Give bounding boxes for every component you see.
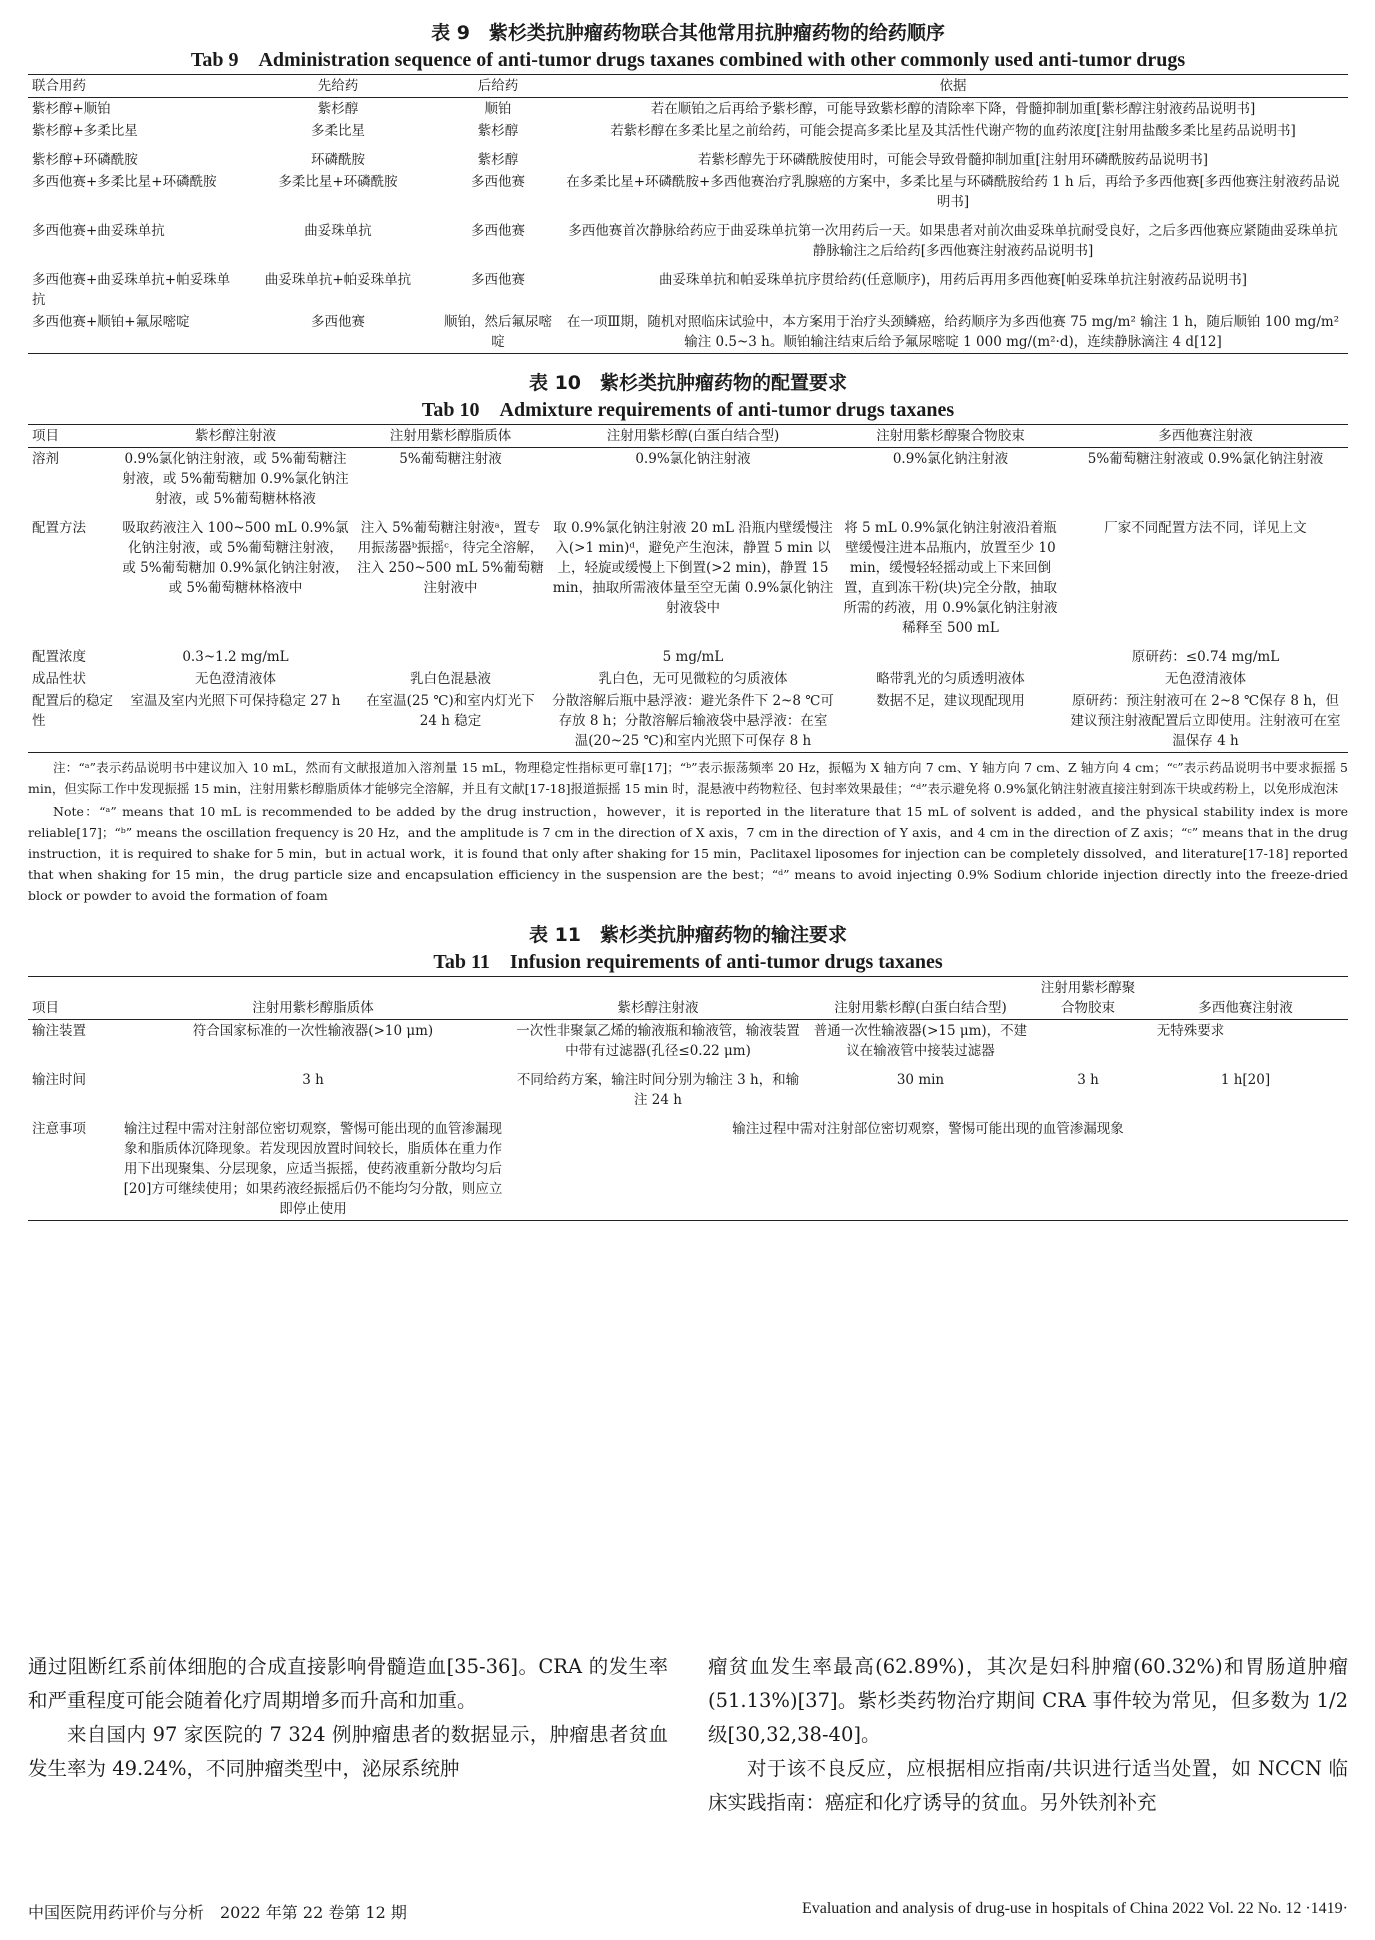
tab10-note-cn: 注：“ᵃ”表示药品说明书中建议加入 10 mL，然而有文献报道加入溶剂量 15 mL，物理稳定性指标更可靠[17]；“ᵇ”表示振荡频率 20 Hz，振幅为 X 轴方向 7 cm、Y 轴方向 7 cm、Z 轴方向 4 cm；“ᶜ”表示药品说明书中要求振摇 5 min，但实际工作中发现振摇 15 min，注射用紫杉醇脂质体才能够完全溶解，并且有文献[17-18]报道振摇 15 min 时，混悬液中药物粒径、包封率效果最佳；“ᵈ”表示避免将 0.9%氯化钠注射液直接注射到冻干块或药粉上，以免形成泡沫 <box>28 760 1348 796</box>
right-column <box>708 1650 1348 1820</box>
table-cell: 在室温(25 ℃)和室内灯光下 24 h 稳定 <box>353 690 548 753</box>
table-cell: 多西他赛+顺铂+氟尿嘧啶 <box>28 311 238 354</box>
tab10-note-en: Note：“ᵃ” means that 10 mL is recommended to be added by the drug instruction，however，it is reported in the literature that 15 mL of solvent is added，and the physical stability index is more reliable[17]；“ᵇ” means the oscillation frequency is 20 Hz，and the amplitude is 7 cm in the direction of X axis，7 cm in the direction of Y axis，and 4 cm in the direction of Z axis；“ᶜ” means that in the drug instruction，it is required to shake for 5 min，but in actual work，it is found that only after shaking for 15 min，Paclitaxel liposomes for injection can be completely dissolved，and literature[17-18] reported that when shaking for 15 min，the drug particle size and encapsulation efficiency in the suspension are the best；“ᵈ” means to avoid injecting 0.9% Sodium chloride injection directly into the freeze-dried block or powder to avoid the formation of foam <box>28 804 1348 903</box>
table-row <box>28 668 1348 690</box>
journal-name-cn: 中国医院用药评价与分析 2022 年第 22 卷第 12 期 <box>28 1903 407 1922</box>
table-cell: 5 mg/mL <box>662 649 724 665</box>
table-cell: 3 h <box>1077 1072 1099 1088</box>
table-cell: 多西他赛+曲妥珠单抗+帕妥珠单抗 <box>32 272 231 308</box>
table-cell: 取 0.9%氯化钠注射液 20 mL 沿瓶内壁缓慢注入(>1 min)ᵈ，避免产生泡沫，静置 5 min 以上，轻旋或缓慢上下倒置(>2 min)，静置 15 min，抽取所需液体量至空无菌 0.9%氯化钠注射液袋中 <box>552 520 834 616</box>
table-cell: 若紫杉醇先于环磷酰胺使用时，可能会导致骨髓抑制加重[注射用环磷酰胺药品说明书] <box>697 152 1209 168</box>
tab10-header: 注射用紫杉醇聚合物胶束 <box>838 425 1063 448</box>
tab9-caption-cn: 表 9 紫杉类抗肿瘤药物联合其他常用抗肿瘤药物的给药顺序 <box>431 22 945 44</box>
table-cell: 紫杉醇 <box>477 123 519 139</box>
table-cell: 顺铂 <box>484 101 512 117</box>
tab9-header: 联合用药 <box>28 75 238 98</box>
table-row <box>28 690 1348 753</box>
tab9-header: 后给药 <box>438 75 558 98</box>
tab11-table <box>28 976 1348 1221</box>
table-cell: 多西他赛+多柔比星+环磷酰胺 <box>32 174 217 190</box>
table-cell: 多柔比星+环磷酰胺 <box>278 174 398 190</box>
table-cell: 紫杉醇+顺铂 <box>32 101 111 117</box>
table-cell: 乳白色，无可见微粒的匀质液体 <box>598 671 788 687</box>
table-cell: 一次性非聚氯乙烯的输液瓶和输液管，输液装置中带有过滤器(孔径≤0.22 μm) <box>516 1023 800 1059</box>
table-cell: 顺铂，然后氟尿嘧啶 <box>438 311 558 354</box>
page-footer <box>28 1900 1348 1923</box>
table-cell: 符合国家标准的一次性输液器(>10 μm) <box>192 1023 434 1039</box>
table-cell: 0.9%氯化钠注射液，或 5%葡萄糖注射液，或 5%葡萄糖加 0.9%氯化钠注射液，或 5%葡萄糖林格液 <box>122 451 349 507</box>
table-cell: 输注过程中需对注射部位密切观察，警惕可能出现的血管渗漏现象和脂质体沉降现象。若发现因放置时间较长，脂质体在重力作用下出现聚集、分层现象，应适当振摇，使药液重新分散均匀后[20]方可继续使用；如果药液经振摇后仍不能均匀分散，则应立即停止使用 <box>118 1111 508 1221</box>
table-cell: 0.9%氯化钠注射液 <box>892 451 1009 467</box>
table-cell: 紫杉醇+环磷酰胺 <box>32 152 138 168</box>
table-cell <box>353 639 548 668</box>
table-row <box>28 171 1348 213</box>
table-cell: 3 h <box>302 1072 324 1088</box>
table-cell: 0.3~1.2 mg/mL <box>182 649 289 665</box>
table-cell: 无特殊要求 <box>1156 1023 1225 1039</box>
table-cell: 溶剂 <box>32 451 59 467</box>
table-cell: 注意事项 <box>28 1111 118 1221</box>
table-cell: 无色澄清液体 <box>195 671 276 687</box>
tab10-header-row <box>28 425 1348 448</box>
table-cell: 成品性状 <box>32 671 86 687</box>
table-cell: 曲妥珠单抗和帕妥珠单抗序贯给药(任意顺序)，用药后再用多西他赛[帕妥珠单抗注射液药品说明书] <box>658 272 1248 288</box>
tab10-header: 多西他赛注射液 <box>1063 425 1348 448</box>
table-cell: 30 min <box>896 1072 945 1088</box>
table-cell: 乳白色混悬液 <box>410 671 491 687</box>
table-row <box>28 142 1348 171</box>
table-cell: 分散溶解后瓶中悬浮液：避光条件下 2~8 ℃可存放 8 h；分散溶解后输液袋中悬浮液：在室温(20~25 ℃)和室内光照下可保存 8 h <box>548 690 838 753</box>
table-cell: 室温及室内光照下可保持稳定 27 h <box>118 690 353 753</box>
table-cell: 1 h[20] <box>1220 1072 1271 1088</box>
tab11-header: 注射用紫杉醇脂质体 <box>118 977 508 1020</box>
tab11-header-row <box>28 977 1348 1020</box>
table-row <box>28 448 1348 511</box>
table-cell: 若在顺铂之后再给予紫杉醇，可能导致紫杉醇的清除率下降，骨髓抑制加重[紫杉醇注射液药品说明书] <box>650 101 1256 117</box>
table-cell: 多西他赛 <box>471 174 525 190</box>
table-cell: 5%葡萄糖注射液或 0.9%氯化钠注射液 <box>1087 451 1324 467</box>
table-row <box>28 120 1348 142</box>
table-row <box>28 639 1348 668</box>
table-cell: 多西他赛 <box>471 272 525 288</box>
table-cell: 厂家不同配置方法不同，详见上文 <box>1104 520 1307 536</box>
table-cell: 无色澄清液体 <box>1165 671 1246 687</box>
tab10-caption-cn: 表 10 紫杉类抗肿瘤药物的配置要求 <box>528 372 848 394</box>
table-cell: 环磷酰胺 <box>311 152 365 168</box>
table-row <box>28 1020 1348 1063</box>
table-cell: 配置方法 <box>32 520 86 536</box>
table-cell: 输注过程中需对注射部位密切观察，警惕可能出现的血管渗漏现象 <box>508 1111 1348 1221</box>
paragraph: 对于该不良反应，应根据相应指南/共识进行适当处置，如 NCCN 临床实践指南：癌症和化疗诱导的贫血。另外铁剂补充 <box>708 1757 1348 1814</box>
table-cell: 紫杉醇+多柔比星 <box>32 123 138 139</box>
tab9-table <box>28 74 1348 354</box>
left-column <box>28 1650 668 1820</box>
tab9-caption-en: Tab 9 Administration sequence of anti-tumor drugs taxanes combined with other commonly used anti-tumor drugs <box>190 49 1186 71</box>
tab10-header: 注射用紫杉醇脂质体 <box>353 425 548 448</box>
table-cell: 配置浓度 <box>32 649 86 665</box>
tab10-header: 注射用紫杉醇(白蛋白结合型) <box>548 425 838 448</box>
table-cell: 多西他赛 <box>238 311 438 354</box>
tab11-header: 注射用紫杉醇聚合物胶束 <box>1033 977 1143 1020</box>
table-cell: 吸取药液注入 100~500 mL 0.9%氯化钠注射液，或 5%葡萄糖注射液，或 5%葡萄糖加 0.9%氯化钠注射液，或 5%葡萄糖林格液中 <box>122 520 349 596</box>
table-cell: 数据不足，建议现配现用 <box>838 690 1063 753</box>
tab10-table <box>28 424 1348 753</box>
table-cell: 略带乳光的匀质透明液体 <box>876 671 1025 687</box>
table-cell: 将 5 mL 0.9%氯化钠注射液沿着瓶壁缓慢注进本品瓶内，放置至少 10 min，缓慢轻轻摇动或上下来回倒置，直到冻干粉(块)完全分散，抽取所需的药液，用 0.9%氯化钠注射液稀释至 500 mL <box>843 520 1058 636</box>
table-cell: 输注时间 <box>32 1072 86 1088</box>
paper-page <box>28 20 1348 1221</box>
tab9-header: 依据 <box>558 75 1348 98</box>
paragraph: 来自国内 97 家医院的 7 324 例肿瘤患者的数据显示，肿瘤患者贫血发生率为 49.24%，不同肿瘤类型中，泌尿系统肿 <box>28 1723 668 1780</box>
table-row <box>28 510 1348 639</box>
table-cell: 配置后的稳定性 <box>28 690 118 753</box>
table-row <box>28 98 1348 121</box>
table-row <box>28 311 1348 354</box>
tab9-header: 先给药 <box>238 75 438 98</box>
table-cell: 曲妥珠单抗+帕妥珠单抗 <box>264 272 412 288</box>
table-cell: 在多柔比星+环磷酰胺+多西他赛治疗乳腺癌的方案中，多柔比星与环磷酰胺给药 1 h 后，再给予多西他赛[多西他赛注射液药品说明书] <box>566 174 1340 210</box>
table-cell: 5%葡萄糖注射液 <box>399 451 502 467</box>
table-cell: 多西他赛+曲妥珠单抗 <box>32 223 165 239</box>
tab11-header: 注射用紫杉醇(白蛋白结合型) <box>808 977 1033 1020</box>
tab11-header: 紫杉醇注射液 <box>508 977 808 1020</box>
table-cell: 输注装置 <box>32 1023 86 1039</box>
tab11-header: 多西他赛注射液 <box>1143 977 1348 1020</box>
tab10-caption-en: Tab 10 Admixture requirements of anti-tumor drugs taxanes <box>421 399 955 421</box>
tab10-header: 紫杉醇注射液 <box>118 425 353 448</box>
table-cell: 曲妥珠单抗 <box>304 223 372 239</box>
tab11-caption-en: Tab 11 Infusion requirements of anti-tumor drugs taxanes <box>433 951 943 973</box>
tab9-header-row <box>28 75 1348 98</box>
tab10-header: 项目 <box>28 425 118 448</box>
table-cell: 多柔比星 <box>311 123 365 139</box>
table-cell: 紫杉醇 <box>477 152 519 168</box>
tab11-header: 项目 <box>28 977 118 1020</box>
table-row <box>28 1062 1348 1111</box>
table-cell: 原研药：预注射液可在 2~8 ℃保存 8 h，但建议预注射液配置后立即使用。注射液可在室温保存 4 h <box>1063 690 1348 753</box>
table-cell: 注入 5%葡萄糖注射液ᵃ，置专用振荡器ᵇ振摇ᶜ，待完全溶解，注入 250~500 mL 5%葡萄糖注射液中 <box>357 520 544 596</box>
tab10-notes <box>28 753 1348 906</box>
table-cell: 多西他赛 <box>471 223 525 239</box>
table-cell: 若紫杉醇在多柔比星之前给药，可能会提高多柔比星及其活性代谢产物的血药浓度[注射用盐酸多柔比星药品说明书] <box>610 123 1296 139</box>
table-row <box>28 1111 1348 1221</box>
table-cell: 多西他赛首次静脉给药应于曲妥珠单抗第一次用药后一天。如果患者对前次曲妥珠单抗耐受良好，之后多西他赛应紧随曲妥珠单抗静脉输注之后给药[多西他赛注射液药品说明书] <box>568 223 1338 259</box>
table-cell <box>838 639 1063 668</box>
table-cell: 0.9%氯化钠注射液 <box>635 451 751 467</box>
paragraph: 通过阻断红系前体细胞的合成直接影响骨髓造血[35-36]。CRA 的发生率和严重程度可能会随着化疗周期增多而升高和加重。 <box>28 1655 668 1712</box>
paragraph: 瘤贫血发生率最高(62.89%)，其次是妇科肿瘤(60.32%)和胃肠道肿瘤(51.13%)[37]。紫杉类药物治疗期间 CRA 事件较为常见，但多数为 1/2 级[30,32,38-40]。 <box>708 1655 1348 1746</box>
table-cell: 在一项Ⅲ期，随机对照临床试验中，本方案用于治疗头颈鳞癌，给药顺序为多西他赛 75 mg/m² 输注 1 h，随后顺铂 100 mg/m² 输注 0.5~3 h。顺铂输注结束后给予氟尿嘧啶 1 000 mg/(m²·d)，连续静脉滴注 4 d[12] <box>558 311 1348 354</box>
table-row <box>28 262 1348 311</box>
table-cell: 不同给药方案，输注时间分别为输注 3 h，和输注 24 h <box>516 1072 800 1108</box>
table-cell: 原研药：≤0.74 mg/mL <box>1131 649 1280 665</box>
table-cell: 紫杉醇 <box>317 101 359 117</box>
journal-name-en: Evaluation and analysis of drug-use in hospitals of China 2022 Vol. 22 No. 12 ·1419· <box>801 1900 1348 1917</box>
table-cell: 普通一次性输液器(>15 μm)，不建议在输液管中接装过滤器 <box>813 1023 1028 1059</box>
table-row <box>28 213 1348 262</box>
body-text <box>28 1650 1348 1820</box>
tab11-caption-cn: 表 11 紫杉类抗肿瘤药物的输注要求 <box>528 924 848 946</box>
